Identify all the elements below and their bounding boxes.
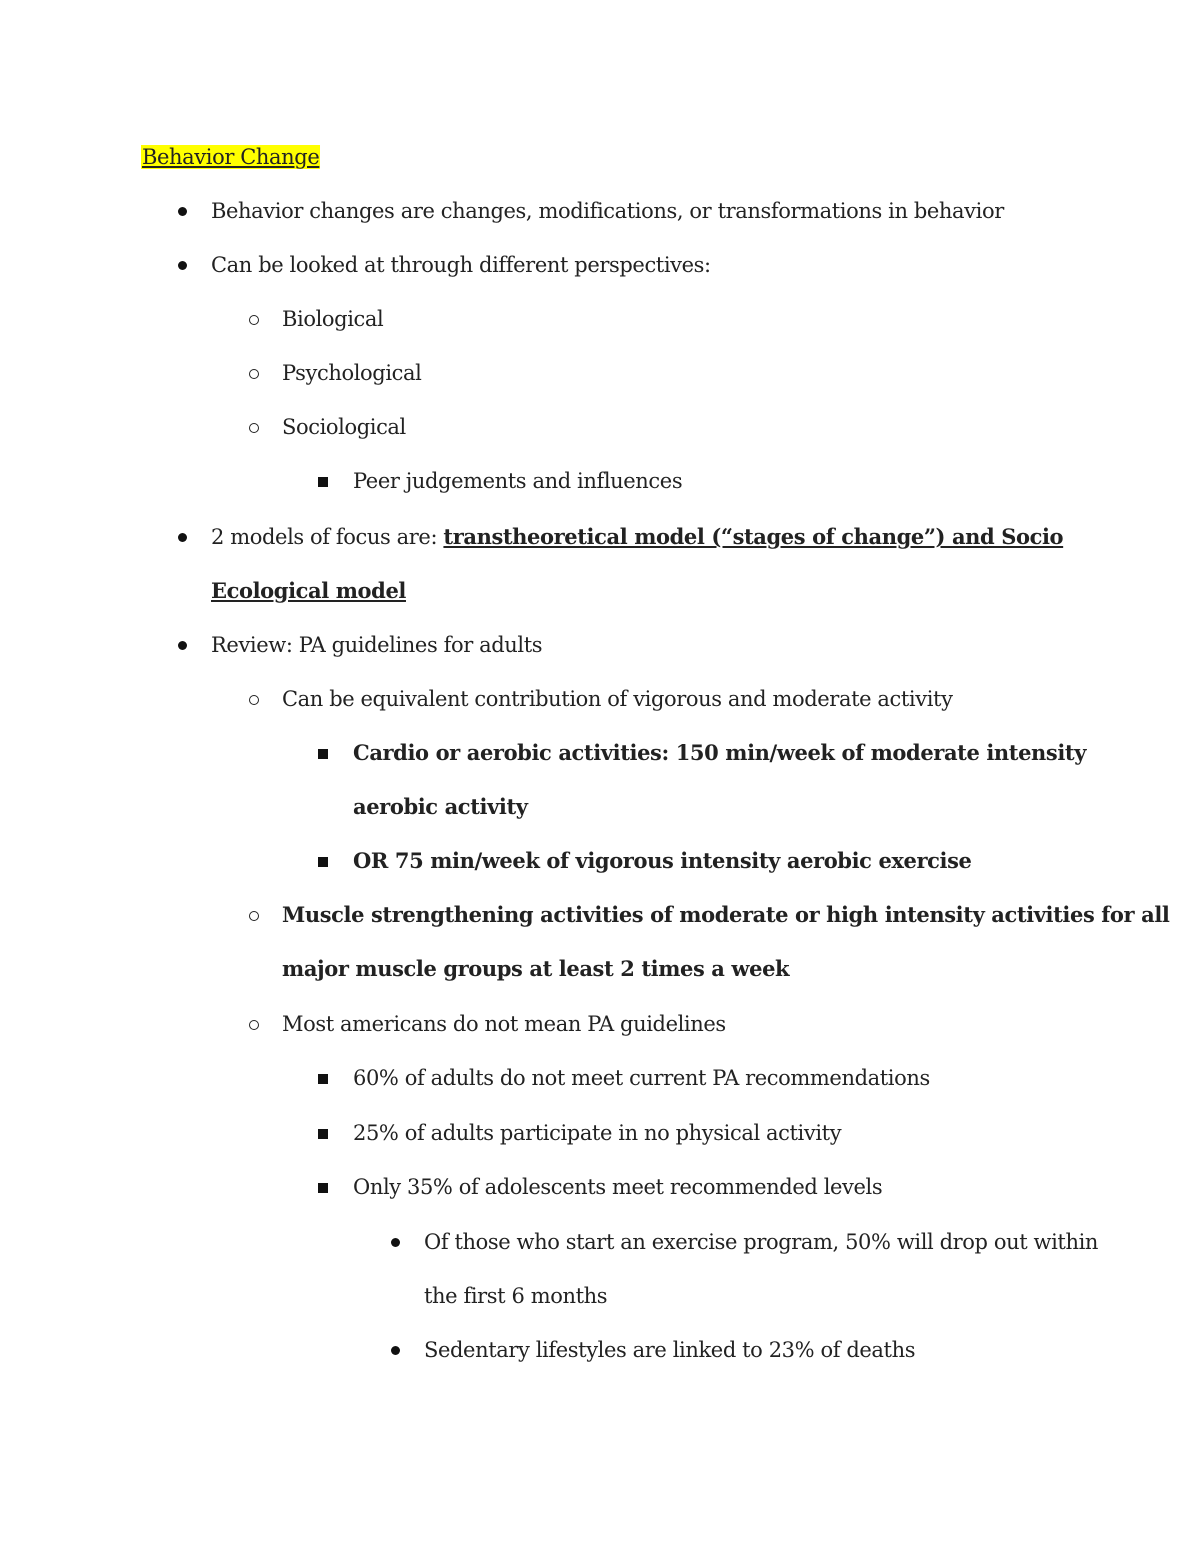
list-item: Most americans do not mean PA guidelines	[282, 1012, 726, 1036]
circle-bullet-icon	[249, 315, 259, 325]
disc-bullet-icon	[391, 1346, 400, 1355]
list-item: Muscle strengthening activities of moderate or high intensity activities for all	[282, 902, 1170, 927]
list-item-continuation: the first 6 months	[424, 1284, 608, 1308]
list-item: 60% of adults do not meet current PA recommendations	[353, 1066, 930, 1090]
list-item: OR 75 min/week of vigorous intensity aerobic exercise	[353, 848, 972, 873]
circle-bullet-icon	[249, 1020, 259, 1030]
list-item	[211, 523, 1063, 551]
heading-line	[141, 143, 320, 171]
disc-bullet-icon	[391, 1238, 400, 1247]
disc-bullet-icon	[178, 641, 187, 650]
list-item: 25% of adults participate in no physical activity	[353, 1121, 842, 1145]
list-item: Only 35% of adolescents meet recommended levels	[353, 1175, 883, 1199]
list-item: Biological	[282, 307, 384, 331]
list-item: Psychological	[282, 361, 422, 385]
models-emphasis: transtheoretical model (“stages of change”) and Socio	[443, 524, 1064, 549]
square-bullet-icon	[318, 1129, 328, 1139]
list-item: Sociological	[282, 415, 406, 439]
list-item-continuation	[211, 577, 406, 605]
square-bullet-icon	[318, 857, 328, 867]
list-item: Peer judgements and influences	[353, 469, 683, 493]
list-item: Cardio or aerobic activities: 150 min/week of moderate intensity	[353, 740, 1087, 765]
list-item-text: 2 models of focus are:	[211, 525, 444, 549]
list-item: Can be looked at through different perspectives:	[211, 253, 711, 277]
disc-bullet-icon	[178, 261, 187, 270]
square-bullet-icon	[318, 749, 328, 759]
models-emphasis: Ecological model	[211, 578, 406, 603]
circle-bullet-icon	[249, 695, 259, 705]
disc-bullet-icon	[178, 533, 187, 542]
circle-bullet-icon	[249, 911, 259, 921]
list-item: Review: PA guidelines for adults	[211, 633, 543, 657]
list-item: Can be equivalent contribution of vigorous and moderate activity	[282, 687, 953, 711]
list-item: Behavior changes are changes, modifications, or transformations in behavior	[211, 199, 1004, 223]
list-item-continuation: aerobic activity	[353, 794, 528, 819]
square-bullet-icon	[318, 1074, 328, 1084]
list-item: Sedentary lifestyles are linked to 23% of deaths	[424, 1338, 916, 1362]
disc-bullet-icon	[178, 207, 187, 216]
square-bullet-icon	[318, 1183, 328, 1193]
circle-bullet-icon	[249, 369, 259, 379]
list-item-continuation: major muscle groups at least 2 times a week	[282, 956, 790, 981]
page-title: Behavior Change	[142, 145, 320, 169]
square-bullet-icon	[318, 477, 328, 487]
circle-bullet-icon	[249, 423, 259, 433]
list-item: Of those who start an exercise program, 50% will drop out within	[424, 1230, 1099, 1254]
